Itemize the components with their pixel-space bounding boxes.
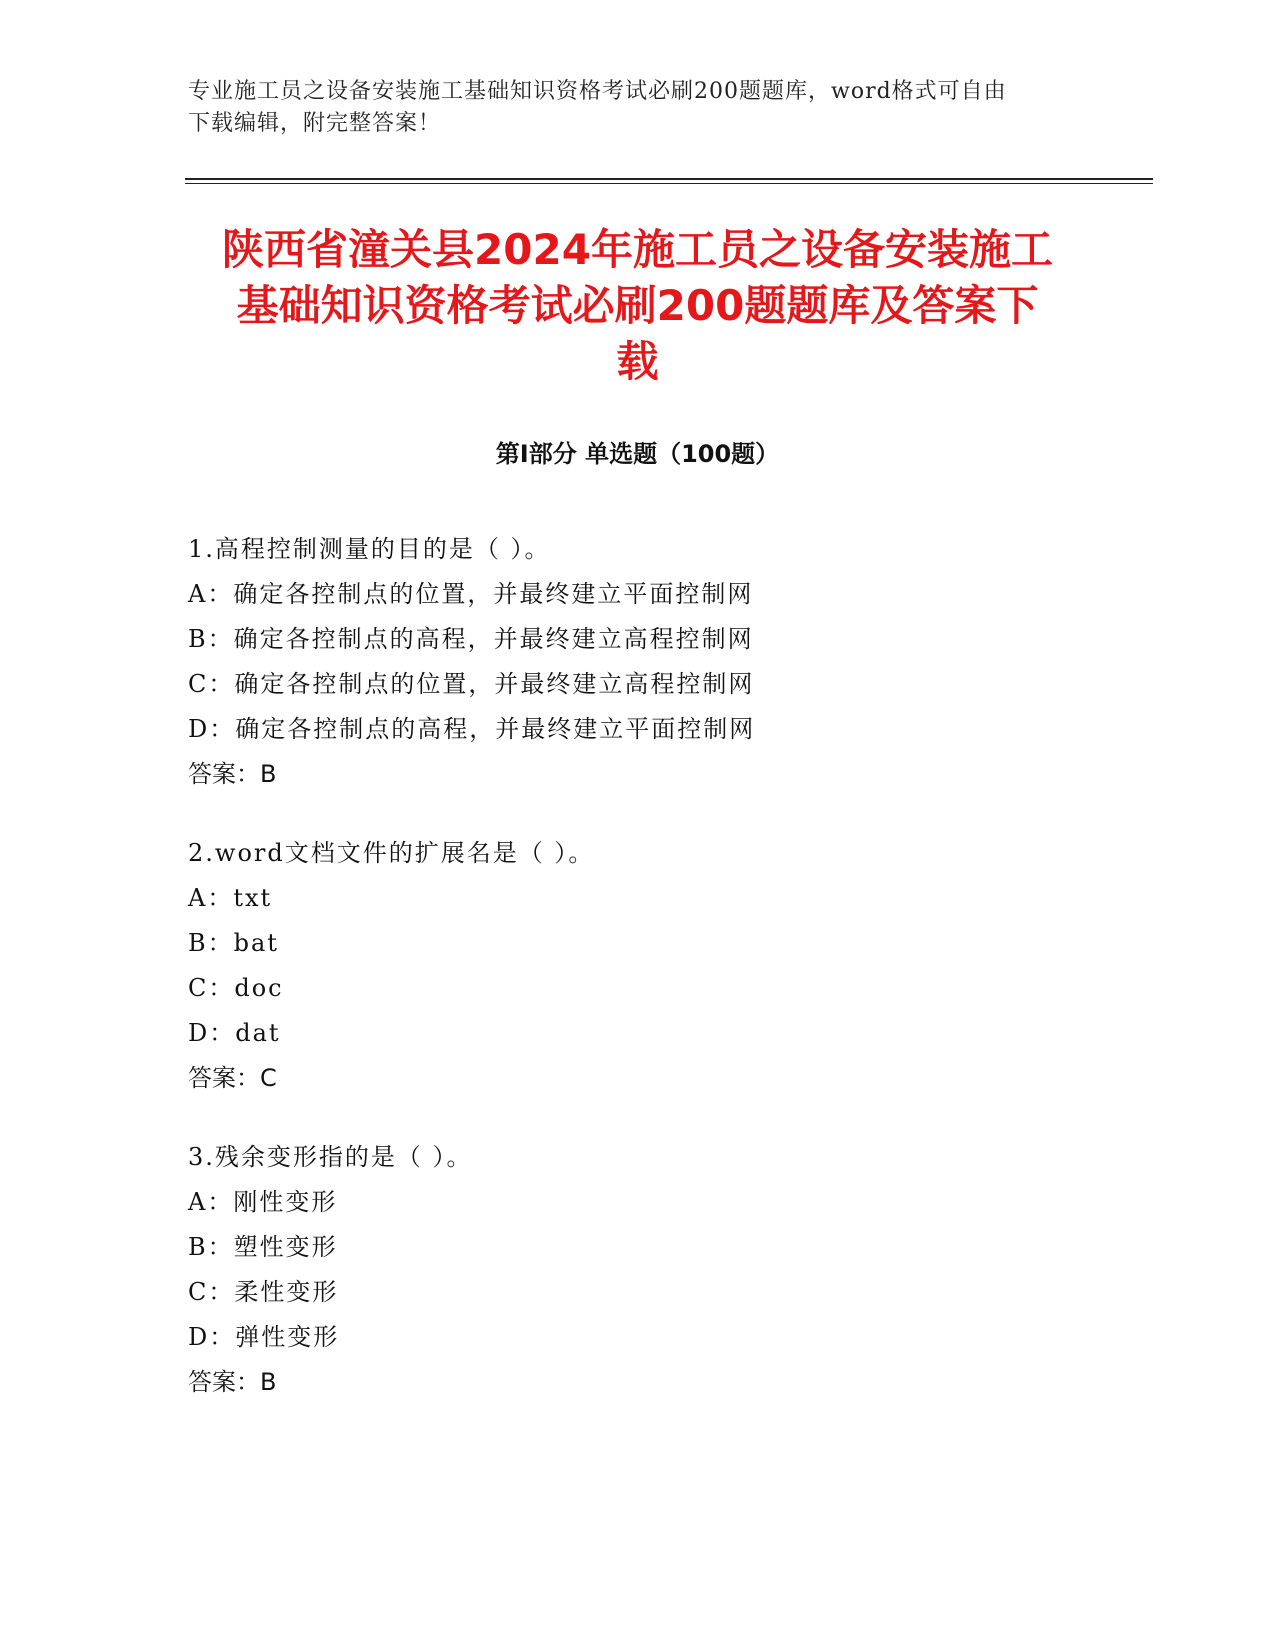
option-d: D：弹性变形 xyxy=(188,1323,340,1351)
question-1 xyxy=(188,527,1088,797)
option-d: D：确定各控制点的高程，并最终建立平面控制网 xyxy=(188,715,756,743)
question-3 xyxy=(188,1135,1088,1405)
section-heading: 第Ⅰ部分 单选题（100题） xyxy=(495,440,780,468)
answer-line: 答案：B xyxy=(188,1368,277,1396)
header-divider-thick xyxy=(185,178,1153,180)
option-a: A：刚性变形 xyxy=(188,1188,338,1216)
option-b: B：确定各控制点的高程，并最终建立高程控制网 xyxy=(188,625,754,653)
option-a: A：txt xyxy=(188,884,273,912)
option-c: C：doc xyxy=(188,974,284,1002)
title-line-3: 载 xyxy=(616,337,659,386)
answer-line: 答案：C xyxy=(188,1064,277,1092)
option-d: D：dat xyxy=(188,1019,281,1047)
option-b: B：bat xyxy=(188,929,279,957)
option-c: C：确定各控制点的位置，并最终建立高程控制网 xyxy=(188,670,755,698)
question-stem: 1.高程控制测量的目的是（ ）。 xyxy=(188,535,551,563)
option-c: C：柔性变形 xyxy=(188,1278,339,1306)
title-line-2: 基础知识资格考试必刷200题题库及答案下 xyxy=(236,281,1039,330)
header-divider-thin xyxy=(185,183,1153,184)
title-line-1: 陕西省潼关县2024年施工员之设备安装施工 xyxy=(222,225,1053,274)
answer-line: 答案：B xyxy=(188,760,277,788)
question-stem: 2.word文档文件的扩展名是（ ）。 xyxy=(188,839,595,867)
question-list xyxy=(188,527,1088,1439)
question-stem: 3.残余变形指的是（ ）。 xyxy=(188,1143,473,1171)
header-note xyxy=(188,76,1088,140)
option-a: A：确定各控制点的位置，并最终建立平面控制网 xyxy=(188,580,754,608)
question-2 xyxy=(188,831,1088,1101)
document-title xyxy=(150,222,1125,390)
header-note-line-2: 下载编辑，附完整答案！ xyxy=(188,111,442,136)
header-note-line-1: 专业施工员之设备安装施工基础知识资格考试必刷200题题库，word格式可自由 xyxy=(188,79,1007,104)
option-b: B：塑性变形 xyxy=(188,1233,338,1261)
